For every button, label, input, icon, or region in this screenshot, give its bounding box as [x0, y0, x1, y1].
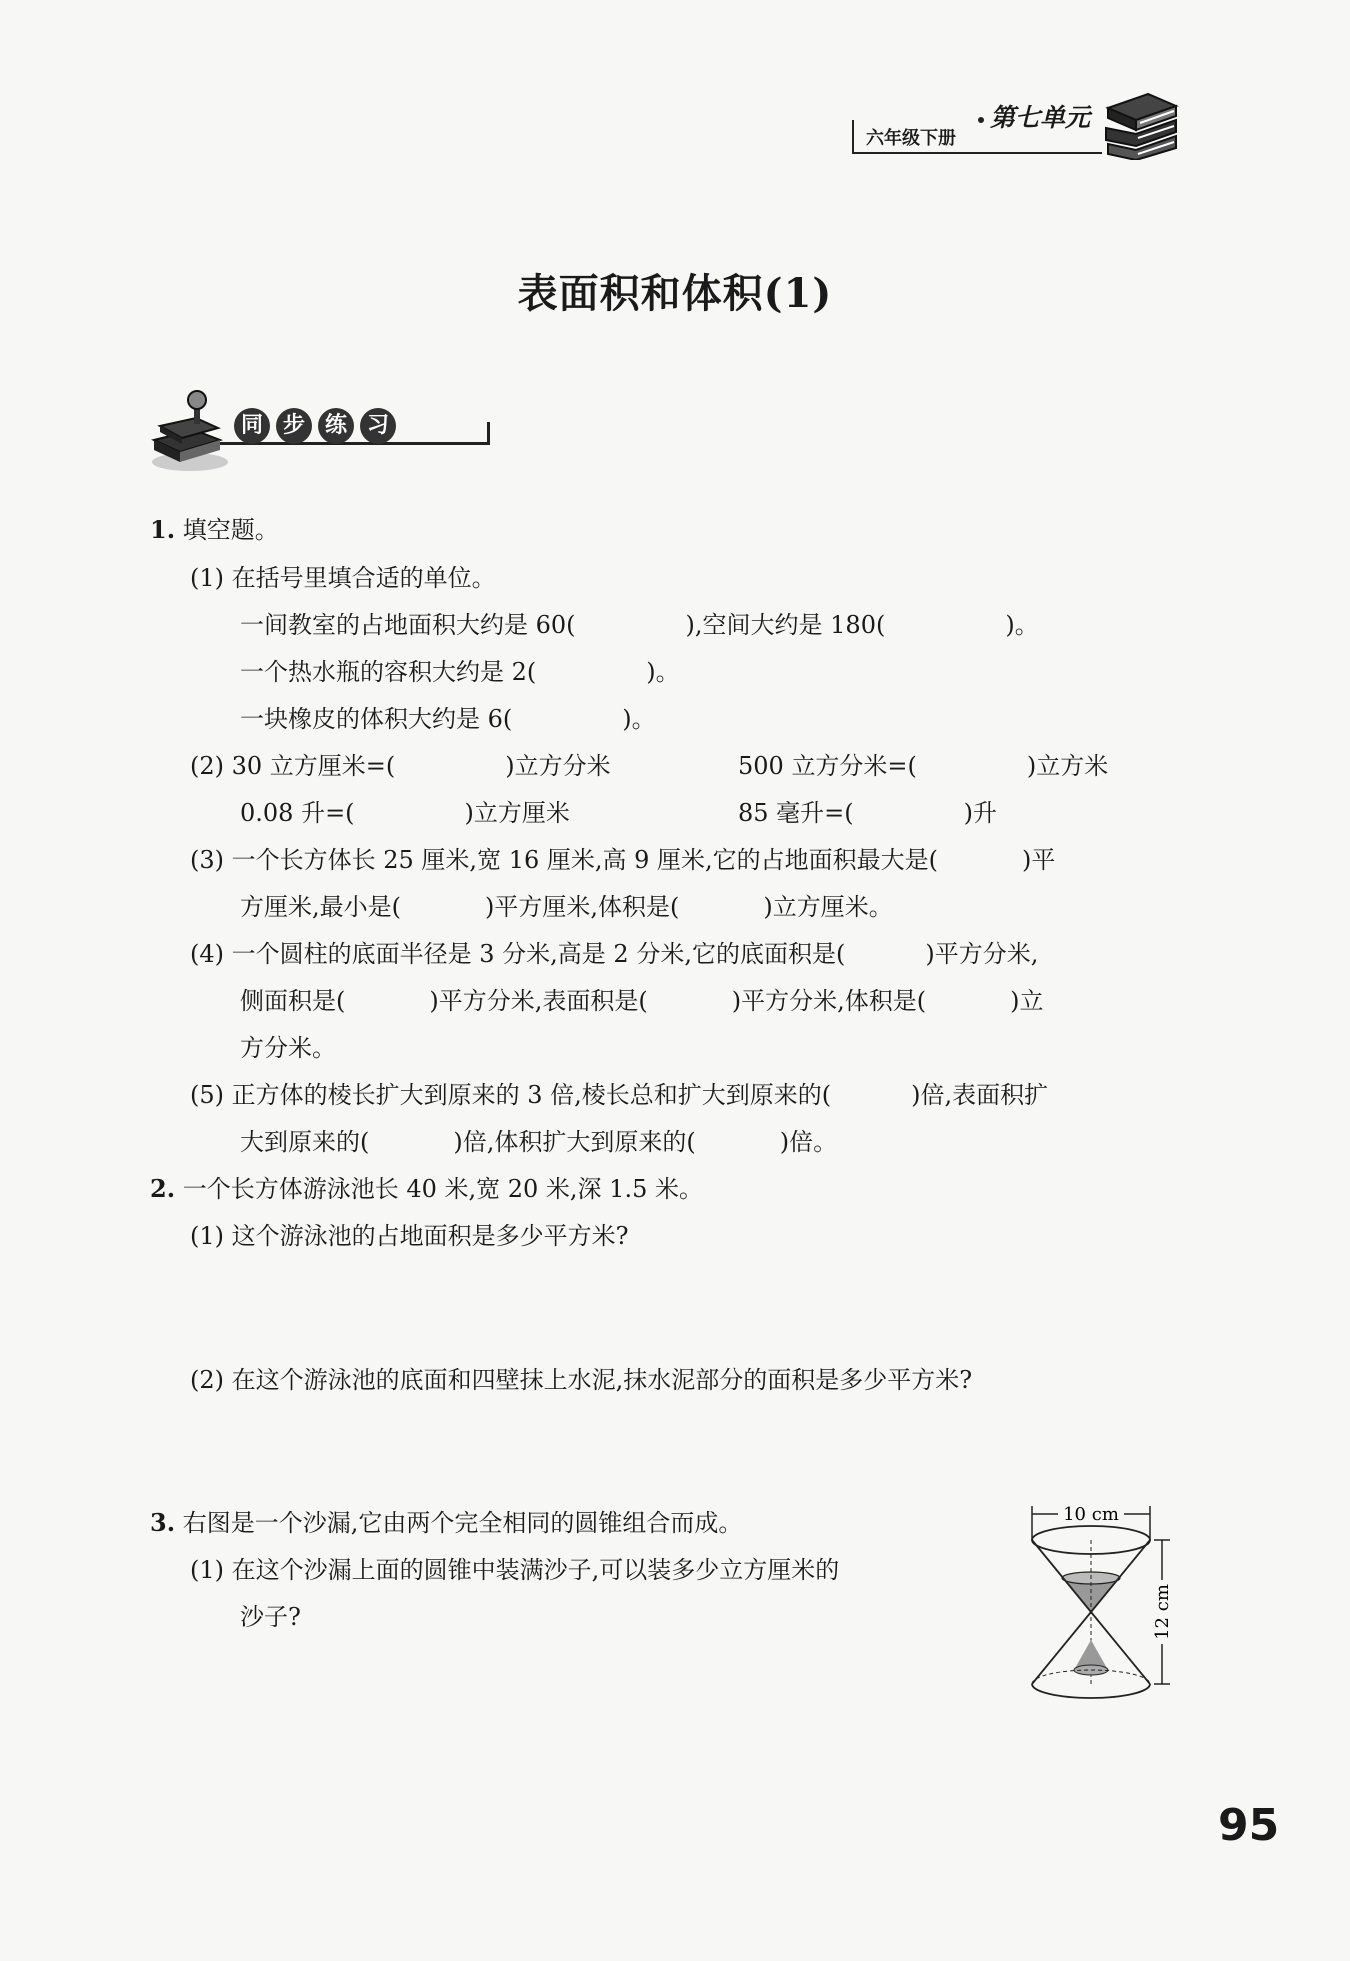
- text-fragment: 大到原来的(: [240, 1128, 370, 1156]
- text-fragment: 正方体的棱长扩大到原来的 3 倍,棱长总和扩大到原来的(: [231, 1081, 832, 1109]
- q1-p4-line1: [190, 934, 1038, 969]
- q1-p4-line2: [240, 981, 1043, 1016]
- header-dot: [978, 117, 984, 123]
- q1-p2-label: (2): [190, 752, 224, 780]
- text-fragment: 30 立方厘米=(: [231, 752, 396, 780]
- text-fragment: )平方分米,: [925, 940, 1039, 968]
- header-underline: [852, 152, 1102, 154]
- text-fragment: )平: [1022, 846, 1056, 874]
- q1-p3-line2: [240, 887, 893, 922]
- books-stack-icon: [1100, 88, 1180, 160]
- q2-p2-label: (2): [190, 1366, 224, 1394]
- q1-p1-heading: [190, 558, 496, 593]
- page-title: 表面积和体积(1): [517, 270, 833, 317]
- page-number: 95: [1218, 1800, 1280, 1851]
- text-fragment: )平方厘米,体积是(: [485, 893, 680, 921]
- text-fragment: )升: [963, 799, 998, 827]
- q2-p2-text: 在这个游泳池的底面和四壁抹上水泥,抹水泥部分的面积是多少平方米?: [231, 1366, 973, 1394]
- q1-p3-label: (3): [190, 846, 224, 874]
- text-fragment: )。: [1005, 611, 1039, 639]
- q1-p4-label: (4): [190, 940, 224, 968]
- text-fragment: )平方分米,表面积是(: [429, 987, 648, 1015]
- q1-p2-line1b: [738, 746, 1108, 781]
- hourglass-figure: [1020, 1500, 1180, 1710]
- q3-heading: [150, 1503, 742, 1538]
- q3-p1-text-cont: 沙子?: [240, 1603, 301, 1631]
- badge-char-3: 练: [318, 408, 354, 444]
- q3-p1-text: 在这个沙漏上面的圆锥中装满沙子,可以装多少立方厘米的: [231, 1556, 840, 1584]
- height-label: 12 cm: [1152, 1584, 1173, 1640]
- text-fragment: )立: [1010, 987, 1044, 1015]
- q3-p1-line2: [240, 1597, 301, 1632]
- badge-char-1: 同: [234, 408, 270, 444]
- text-fragment: 一间教室的占地面积大约是 60(: [240, 611, 576, 639]
- q1-text: 填空题。: [182, 516, 279, 544]
- q3-p1-label: (1): [190, 1556, 224, 1584]
- text-fragment: 500 立方分米=(: [738, 752, 917, 780]
- q3-text: 右图是一个沙漏,它由两个完全相同的圆锥组合而成。: [182, 1509, 743, 1537]
- badge-char-2: 步: [276, 408, 312, 444]
- q1-p1-label: (1): [190, 564, 224, 592]
- text-fragment: 85 毫升=(: [738, 799, 854, 827]
- unit-label: 第七单元: [990, 103, 1091, 132]
- text-fragment: )。: [622, 705, 656, 733]
- q1-p1-line2: [240, 652, 680, 687]
- q2-p2: [190, 1360, 972, 1395]
- text-fragment: 一个圆柱的底面半径是 3 分米,高是 2 分米,它的底面积是(: [231, 940, 846, 968]
- text-fragment: 0.08 升=(: [240, 799, 355, 827]
- q3-p1-line1: [190, 1550, 839, 1585]
- text-fragment: )倍。: [779, 1128, 838, 1156]
- q2-p1: [190, 1216, 629, 1251]
- width-label: 10 cm: [1063, 1504, 1119, 1525]
- q1-p1-line3: [240, 699, 656, 734]
- q2-heading: [150, 1169, 703, 1204]
- q1-p5-label: (5): [190, 1081, 224, 1109]
- text-fragment: )立方米: [1026, 752, 1109, 780]
- text-fragment: )倍,体积扩大到原来的(: [453, 1128, 696, 1156]
- text-fragment: )平方分米,体积是(: [731, 987, 927, 1015]
- q1-p5-line1: [190, 1075, 1048, 1110]
- q2-p1-label: (1): [190, 1222, 224, 1250]
- q1-heading: [150, 510, 279, 545]
- text-fragment: )。: [646, 658, 680, 686]
- q3-number: 3.: [150, 1508, 176, 1537]
- text-fragment: )立方厘米: [464, 799, 570, 827]
- q1-number: 1.: [150, 515, 176, 544]
- text-fragment: 一块橡皮的体积大约是 6(: [240, 705, 513, 733]
- q1-p4-line3: [240, 1028, 336, 1063]
- q2-text: 一个长方体游泳池长 40 米,宽 20 米,深 1.5 米。: [182, 1175, 703, 1203]
- text-fragment: 方厘米,最小是(: [240, 893, 401, 921]
- header-divider: [852, 120, 854, 154]
- grade-label: 六年级下册: [866, 128, 956, 149]
- text-fragment: 一个长方体长 25 厘米,宽 16 厘米,高 9 厘米,它的占地面积最大是(: [231, 846, 939, 874]
- q1-p3-line1: [190, 840, 1055, 875]
- badge-char-4: 习: [360, 408, 396, 444]
- text-fragment: 一个热水瓶的容积大约是 2(: [240, 658, 537, 686]
- q1-p5-line2: [240, 1122, 837, 1157]
- q1-p2-line1: [190, 746, 611, 781]
- q2-number: 2.: [150, 1174, 176, 1203]
- books-lamp-icon: [150, 390, 232, 474]
- text-fragment: 侧面积是(: [240, 987, 346, 1015]
- text-fragment: )立方分米: [505, 752, 611, 780]
- q1-p1-text: 在括号里填合适的单位。: [231, 564, 496, 592]
- q1-p2-line2b: [738, 793, 997, 828]
- text-fragment: ),空间大约是 180(: [685, 611, 886, 639]
- text-fragment: )倍,表面积扩: [911, 1081, 1049, 1109]
- text-fragment: )立方厘米。: [763, 893, 893, 921]
- text-fragment: 方分米。: [240, 1034, 336, 1062]
- q2-p1-text: 这个游泳池的占地面积是多少平方米?: [231, 1222, 629, 1250]
- q1-p2-line2: [240, 793, 570, 828]
- q1-p1-line1: [240, 605, 1039, 640]
